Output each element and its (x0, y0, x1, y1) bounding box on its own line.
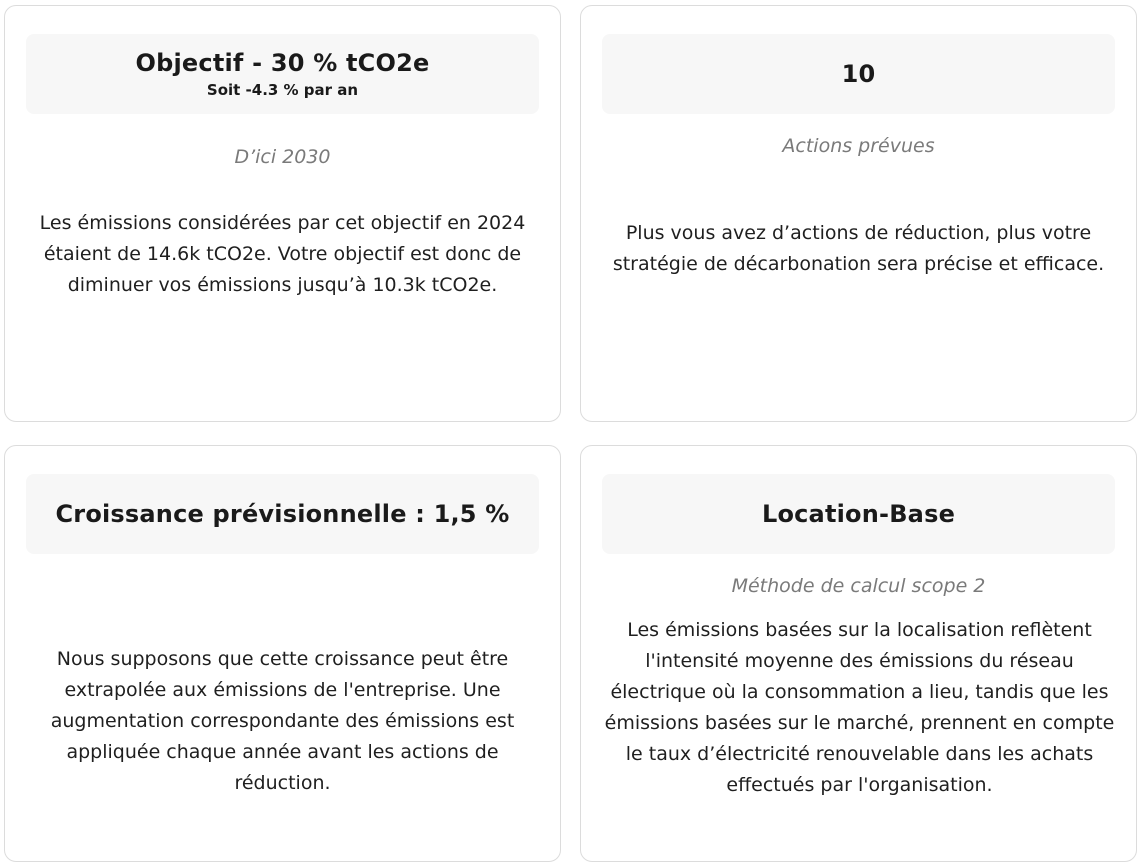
objective-header (26, 34, 539, 114)
objective-description: Les émissions considérées par cet objectif en 2024 étaient de 14.6k tCO2e. Votre objectif est donc de diminuer vos émissions jusqu’à 10.3k tCO2e. (39, 212, 526, 296)
scope2-method-description: Les émissions basées sur la localisation reflètent l'intensité moyenne des émissions du réseau électrique où la consommation a lieu, tandis que les émissions basées sur le marché, prennent en compte le taux d’électricité renouvelable dans les achats effectués par l'organisation. (604, 619, 1115, 796)
planned-actions-count: 10 (841, 60, 876, 88)
growth-forecast-header (26, 474, 539, 554)
growth-forecast-description: Nous supposons que cette croissance peut être extrapolée aux émissions de l'entreprise. Une augmentation correspondante des émissions est appliquée chaque année avant les actions de réduction. (50, 648, 515, 794)
objective-annual-rate: Soit -4.3 % par an (206, 81, 359, 99)
planned-actions-label: Actions prévues (782, 135, 935, 157)
planned-actions-header (602, 34, 1115, 114)
objective-card (4, 5, 561, 422)
scope2-method-header (602, 474, 1115, 554)
scope2-method-card (580, 445, 1137, 862)
growth-forecast-card (4, 445, 561, 862)
objective-deadline: D’ici 2030 (234, 146, 331, 168)
planned-actions-card (580, 5, 1137, 422)
planned-actions-description: Plus vous avez d’actions de réduction, plus votre stratégie de décarbonation sera précise et efficace. (612, 222, 1105, 275)
growth-forecast-title: Croissance prévisionnelle : 1,5 % (55, 500, 510, 528)
scope2-method-label: Méthode de calcul scope 2 (731, 575, 986, 597)
scope2-method-title: Location-Base (761, 500, 956, 528)
objective-title: Objectif - 30 % tCO2e (135, 49, 430, 77)
